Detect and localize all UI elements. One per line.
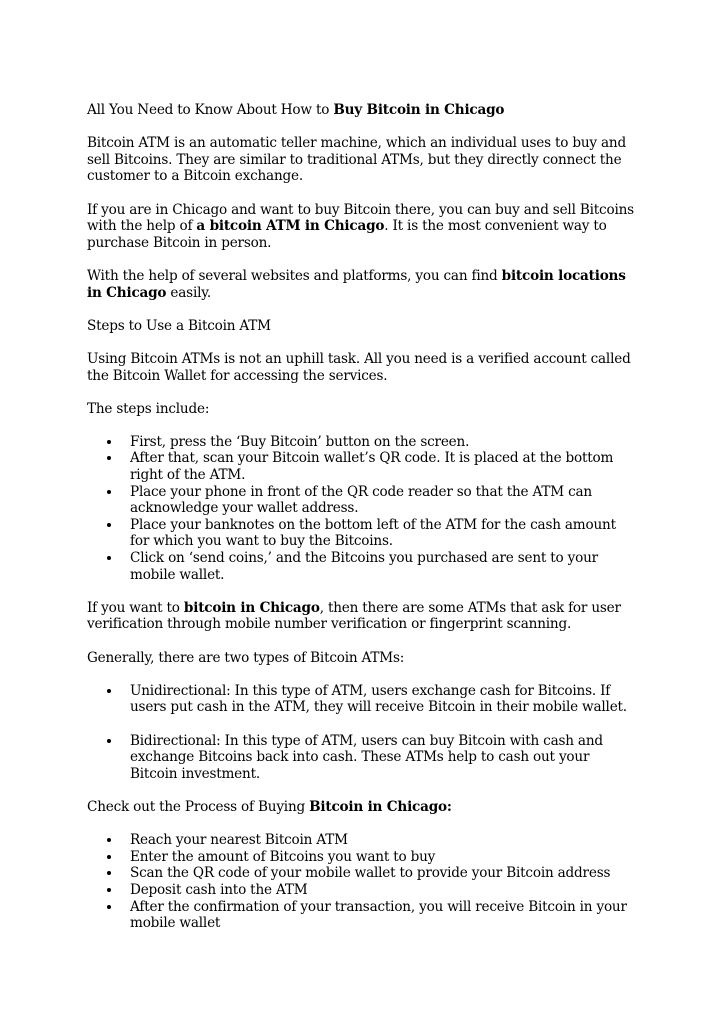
process-list	[87, 832, 635, 932]
para5-text-end: , then there are some ATMs that ask for user verification through mobile number verification or fingerprint scanning.	[87, 599, 621, 633]
wallet-paragraph: Using Bitcoin ATMs is not an uphill task. All you need is a verified account called the Bitcoin Wallet for accessing the services.	[87, 350, 631, 384]
list-item: Deposit cash into the ATM	[130, 882, 635, 899]
intro-paragraph: Bitcoin ATM is an automatic teller machine, which an individual uses to buy and sell Bitcoins. They are similar to traditional ATMs, but they directly connect the customer to a Bitcoin exchange.	[87, 135, 626, 185]
steps-heading: Steps to Use a Bitcoin ATM	[87, 317, 271, 334]
para3-text: With the help of several websites and platforms, you can find	[87, 267, 502, 284]
title-bold: Buy Bitcoin in Chicago	[333, 102, 505, 118]
process-heading	[87, 799, 635, 816]
process-heading-bold: Bitcoin in Chicago:	[309, 798, 452, 815]
list-item: Unidirectional: In this type of ATM, users exchange cash for Bitcoins. If users put cash in the ATM, they will receive Bitcoin in their mobile wallet.	[130, 683, 635, 716]
verification-paragraph	[87, 600, 635, 633]
document-title	[87, 102, 635, 119]
list-item: After the confirmation of your transaction, you will receive Bitcoin in your mobile wallet	[130, 899, 635, 932]
process-heading-text: Check out the Process of Buying	[87, 798, 310, 815]
document-page	[87, 102, 635, 948]
para5-bold: bitcoin in Chicago	[183, 599, 320, 616]
list-item: Bidirectional: In this type of ATM, users can buy Bitcoin with cash and exchange Bitcoins back into cash. These ATMs help to cash out your Bitcoin investment.	[130, 733, 635, 783]
steps-intro: The steps include:	[87, 400, 210, 417]
types-list	[87, 683, 635, 783]
para3-text-end: easily.	[166, 284, 212, 301]
list-item: Click on ‘send coins,’ and the Bitcoins you purchased are sent to your mobile wallet.	[130, 550, 635, 583]
locations-paragraph	[87, 268, 635, 301]
para2-text-end: . It is the most convenient way to purchase Bitcoin in person.	[87, 218, 607, 251]
para2-bold: a bitcoin ATM in Chicago	[196, 218, 385, 235]
list-item: Enter the amount of Bitcoins you want to buy	[130, 849, 635, 866]
list-item: First, press the ‘Buy Bitcoin’ button on the screen.	[130, 434, 635, 451]
list-item: Place your phone in front of the QR code reader so that the ATM can acknowledge your wallet address.	[130, 484, 635, 517]
list-item: Reach your nearest Bitcoin ATM	[130, 832, 635, 849]
list-item: Place your banknotes on the bottom left of the ATM for the cash amount for which you want to buy the Bitcoins.	[130, 517, 635, 550]
chicago-atm-paragraph	[87, 202, 635, 252]
para5-text: If you want to	[87, 599, 184, 616]
types-intro: Generally, there are two types of Bitcoin ATMs:	[87, 649, 405, 666]
list-item: Scan the QR code of your mobile wallet to provide your Bitcoin address	[130, 865, 635, 882]
para2-text: If you are in Chicago and want to buy Bitcoin there, you can buy and sell Bitcoins with the help of	[87, 201, 634, 235]
title-text: All You Need to Know About How to	[87, 102, 334, 118]
list-item: After that, scan your Bitcoin wallet’s QR code. It is placed at the bottom right of the ATM.	[130, 450, 635, 483]
para3-bold: bitcoin locations in Chicago	[87, 267, 626, 301]
steps-list	[87, 434, 635, 583]
